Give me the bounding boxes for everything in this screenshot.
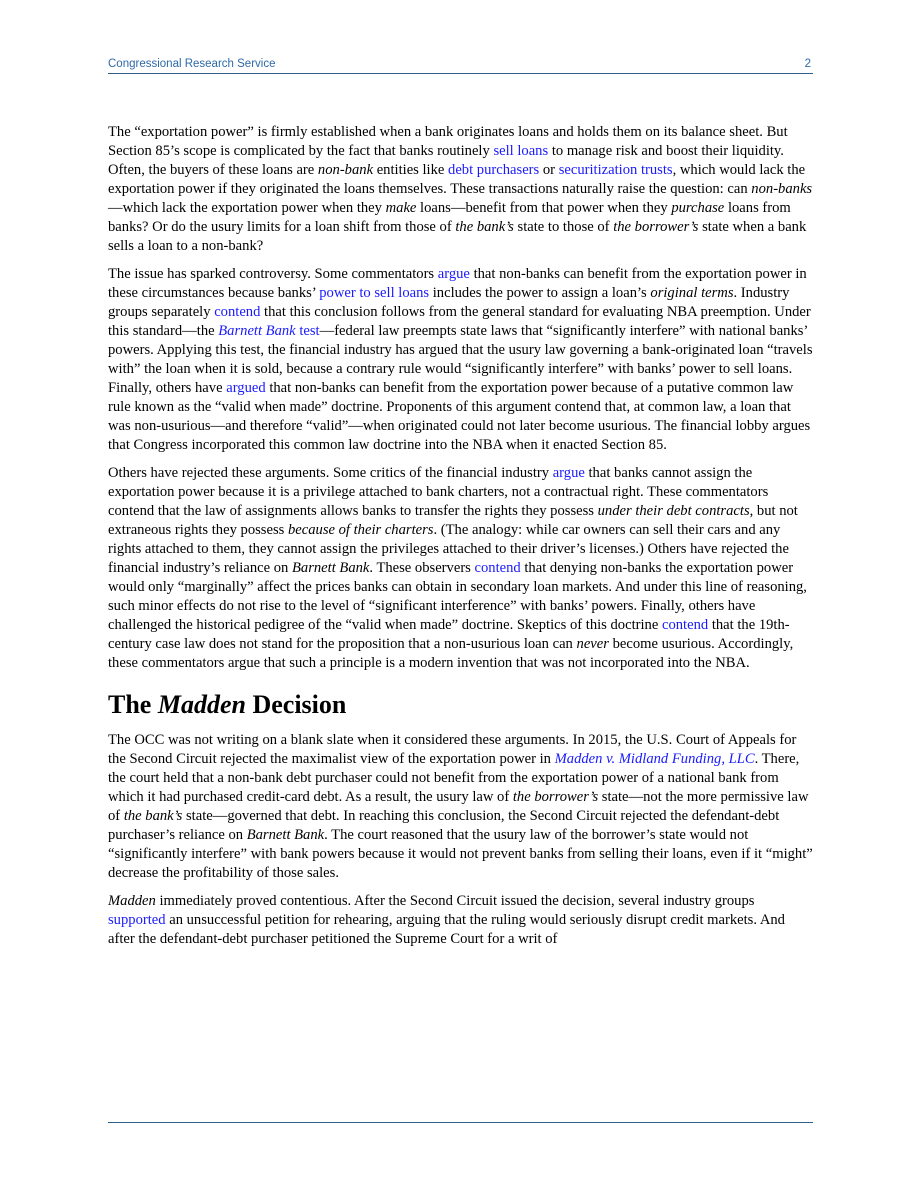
link-contend-skeptics[interactable]: contend [661, 617, 709, 633]
text: state—governed that debt. In reaching this conclusion, the Second Circuit rejected the defendant-debt purchaser’s reliance on [108, 808, 780, 843]
paragraph-exportation-power [108, 123, 813, 256]
text: loans—benefit from that power when they [416, 200, 672, 216]
italic-text: the bank’s [455, 219, 514, 235]
heading-text: The [108, 690, 158, 719]
text: that this conclusion follows from the general standard for evaluating NBA preemption. Under this standard—the [108, 304, 811, 339]
text: The OCC was not writing on a blank slate when it considered these arguments. In 2015, the U.S. Court of Appeals for the Second Circuit rejected the maximalist view of the exportation power in [108, 732, 797, 767]
italic-link-text: Barnett Bank [218, 323, 296, 339]
text: an unsuccessful petition for rehearing, arguing that the ruling would seriously disrupt credit markets. And after the defendant-debt purchaser petitioned the Supreme Court for a writ of [108, 912, 785, 947]
text: that non-banks can benefit from the exportation power in these circumstances because banks’ [108, 266, 807, 301]
text: , but not extraneous rights they possess [108, 503, 798, 538]
paragraph-madden-decision [108, 731, 813, 883]
text: that non-banks can benefit from the exportation power because of a putative common law rule known as the “valid when made” doctrine. Proponents of this argument contend that, at common law, a loan that was non-usurious—and therefore “valid”—when originated could not later become usurious. The financial lobby argues that Congress incorporated this common law doctrine into the NBA when it enacted Section 85. [108, 380, 811, 453]
link-text: test [295, 323, 320, 339]
italic-text: Barnett Bank [246, 827, 325, 843]
italic-text: non-bank [317, 162, 374, 178]
text: . These observers [369, 560, 475, 576]
text: The “exportation power” is firmly established when a bank originates loans and holds them on its balance sheet. But Section 85’s scope is complicated by the fact that banks routinely [108, 124, 788, 159]
link-contend-observers[interactable]: contend [474, 560, 521, 576]
document-body [108, 123, 813, 958]
text: , which would lack the exportation power if they originated the loans themselves. These transactions naturally raise the question: can [108, 162, 806, 197]
link-madden-v-midland[interactable] [555, 751, 755, 767]
paragraph-rejections [108, 464, 813, 673]
text: state when a bank sells a loan to a non-bank? [108, 219, 807, 254]
text: that denying non-banks the exportation power would only “marginally” affect the prices banks can obtain in secondary loan markets. And under this line of reasoning, such minor effects do not rise to the level of “significant interference” with banks’ powers. Finally, others have challenged the historical pedigree of the “valid when made” doctrine. Skeptics of this doctrine [108, 560, 807, 633]
text: that banks cannot assign the exportation power because it is a privilege attached to bank charters, not a contractual right. These commentators contend that the law of assignments allows banks to transfer the rights they possess [108, 465, 769, 519]
italic-text: the bank’s [123, 808, 183, 824]
text: immediately proved contentious. After the Second Circuit issued the decision, several industry groups [155, 893, 755, 909]
link-sell-loans[interactable]: sell loans [493, 143, 549, 159]
italic-text: Barnett Bank [291, 560, 370, 576]
link-power-to-sell-loans[interactable]: power to sell loans [319, 285, 430, 301]
link-argue[interactable]: argue [437, 266, 470, 282]
text: state—not the more permissive law of [108, 789, 809, 824]
italic-text: make [385, 200, 417, 216]
text: to manage risk and boost their liquidity. Often, the buyers of these loans are [108, 143, 784, 178]
text: . (The analogy: while car owners can sell their cars and any rights attached to them, they cannot assign the privileges attached to their driver’s licenses.) Others have rejected the financial industry’s reliance on [108, 522, 789, 576]
link-securitization-trusts[interactable]: securitization trusts [558, 162, 673, 178]
text: that the 19th-century case law does not stand for the proposition that a non-usurious loan can [108, 617, 790, 652]
text: . The court reasoned that the usury law of the borrower’s state would not “significantly interfere” with bank powers because it would not prevent banks from selling their loans, even if it “might” decrease the profitability of those sales. [108, 827, 813, 881]
italic-text: purchase [671, 200, 725, 216]
italic-text: Madden [108, 893, 156, 909]
italic-text: because of their charters [287, 522, 434, 538]
italic-text: non-banks [751, 181, 813, 197]
section-heading-madden [108, 689, 813, 721]
link-supported[interactable]: supported [108, 912, 166, 928]
text: The issue has sparked controversy. Some commentators [108, 266, 438, 282]
link-contend[interactable]: contend [214, 304, 261, 320]
text: . Industry groups separately [108, 285, 790, 320]
text: —which lack the exportation power when they [108, 200, 386, 216]
italic-text: original terms [650, 285, 734, 301]
text: or [539, 162, 559, 178]
heading-text: Decision [245, 690, 347, 719]
text: —federal law preempts state laws that “significantly interfere” with national banks’ powers. Applying this test, the financial industry has argued that the usury law governing a bank-originated loan “travels with” the loan when it is sold, because a contrary rule would “significantly interfere” with banks’ power to sell loans. Finally, others have [108, 323, 813, 396]
link-debt-purchasers[interactable]: debt purchasers [448, 162, 540, 178]
header-org: Congressional Research Service [108, 58, 276, 70]
paragraph-madden-contentious [108, 892, 813, 949]
italic-text: the borrower’s [613, 219, 699, 235]
link-argued[interactable]: argued [226, 380, 266, 396]
italic-text: under their debt contracts [597, 503, 750, 519]
text: state to those of [513, 219, 614, 235]
page-header [108, 57, 813, 74]
link-argue-critics[interactable]: argue [552, 465, 585, 481]
italic-text: never [576, 636, 609, 652]
text: entities like [373, 162, 449, 178]
text: become usurious. Accordingly, these commentators argue that such a principle is a modern invention that was not incorporated into the NBA. [108, 636, 794, 671]
heading-italic: Madden [157, 690, 246, 719]
text: includes the power to assign a loan’s [429, 285, 651, 301]
footer-rule [108, 1122, 813, 1123]
text: Others have rejected these arguments. Some critics of the financial industry [108, 465, 553, 481]
italic-text: the borrower’s [512, 789, 599, 805]
text: . There, the court held that a non-bank debt purchaser could not benefit from the exportation power of a national bank from which it had purchased credit-card debt. As a result, the usury law of [108, 751, 800, 805]
text: loans from banks? Or do the usury limits for a loan shift from those of [108, 200, 791, 235]
italic-link-text: Madden v. Midland Funding, LLC [554, 751, 755, 767]
paragraph-controversy [108, 265, 813, 455]
link-barnett-bank-test[interactable] [218, 323, 319, 339]
page-number: 2 [804, 58, 811, 70]
